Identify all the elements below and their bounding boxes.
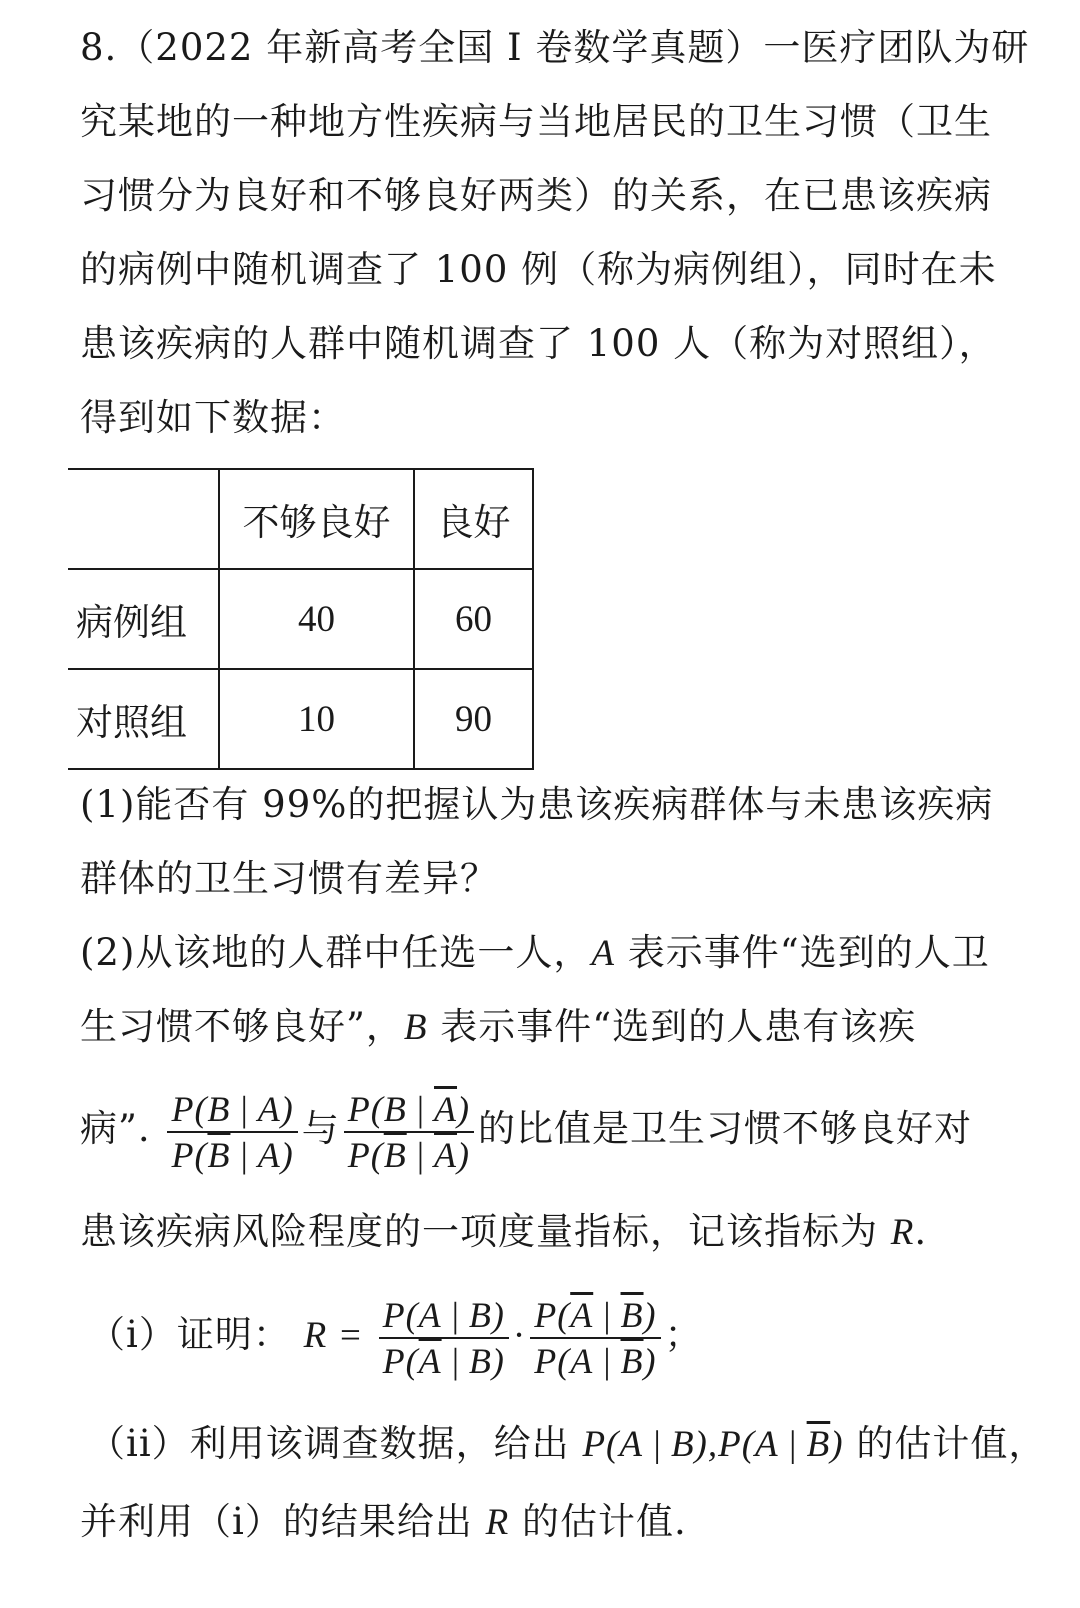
problem-line-4: 的病例中随机调查了 100 例（称为病例组），同时在未: [80, 248, 997, 291]
part2-text: 表示事件“选到的人患有该疾: [427, 1005, 917, 1048]
table-cell: 10: [219, 669, 414, 769]
r-fraction-1: $\frac{P(A | B)}{P(\overline{A} | B)}$: [379, 1295, 509, 1381]
part2-text: 与: [301, 1107, 340, 1150]
formula-estimates: P(A | B),P(A | $\overline{B}$): [582, 1424, 844, 1465]
table-cell: 90: [414, 669, 533, 769]
table-row-label: 病例组: [68, 569, 219, 669]
var-b: B: [403, 1007, 428, 1048]
var-a: A: [591, 933, 616, 974]
sub-ii-text: 的估计值，: [843, 1422, 1047, 1465]
part1-line-2: 群体的卫生习惯有差异？: [80, 857, 498, 900]
var-r: R: [890, 1212, 915, 1253]
part2-line-4: [80, 1210, 927, 1255]
part2-line-1: [80, 931, 990, 976]
problem-line-6: 得到如下数据：: [80, 396, 346, 439]
part2-line-2: [80, 1005, 916, 1050]
problem-line-5: 患该疾病的人群中随机调查了 100 人（称为对照组），: [80, 322, 997, 365]
part2-text: (2)从该地的人群中任选一人，: [80, 931, 592, 974]
table-cell: 60: [414, 569, 533, 669]
problem-line-2: 究某地的一种地方性疾病与当地居民的卫生习惯（卫生: [80, 100, 992, 143]
r-fraction-2: $\frac{P(\overline{A} | \overline{B})}{P(A | \overline{B})}$: [530, 1295, 660, 1381]
problem-line-1: 8.（2022 年新高考全国 I 卷数学真题）一医疗团队为研: [80, 26, 1030, 69]
table-cell: 40: [219, 569, 414, 669]
sub-ii-text: 的估计值.: [509, 1500, 687, 1543]
table-header-row: [68, 469, 533, 569]
data-table: [68, 468, 534, 770]
table-row: [68, 669, 533, 769]
part2-text: 表示事件“选到的人卫: [615, 931, 990, 974]
part2-text: 生习惯不够良好”，: [80, 1005, 404, 1048]
table-header-cell: 不够良好: [219, 469, 414, 569]
part1-line-1: (1)能否有 99%的把握认为患该疾病群体与未患该疾病: [80, 783, 994, 826]
part2-text: .: [914, 1210, 928, 1253]
part2-text: 的比值是卫生习惯不够良好对: [478, 1107, 973, 1150]
sub-ii-line-2: [80, 1500, 687, 1545]
table-row-label: 对照组: [68, 669, 219, 769]
formula-r: R: [303, 1315, 328, 1356]
problem-line-3: 习惯分为良好和不够良好两类）的关系，在已患该疾病: [80, 174, 992, 217]
ratio-fraction-2: $\frac{P(B | \overline{A})}{P(\overline{B} | \overline{A})}$: [344, 1089, 474, 1175]
var-r: R: [485, 1502, 510, 1543]
sub-ii-line-1: [88, 1422, 1046, 1467]
table-row: [68, 569, 533, 669]
table-corner-cell: [68, 469, 219, 569]
sub-ii-text: 并利用（i）的结果给出: [80, 1500, 486, 1543]
sub-i-tail: ；: [664, 1313, 703, 1356]
sub-i-label: （i）证明：: [88, 1313, 291, 1356]
part2-text: 病”.: [80, 1107, 151, 1150]
part2-line-3: [80, 1084, 972, 1175]
sub-ii-text: （ii）利用该调查数据，给出: [88, 1422, 583, 1465]
sub-i-line: （i）证明： R = $\frac{P(A | B)}{P(\overline{A} | B)}$ · $\frac{P(\overline{A} | \overline{B})}{P(A | \overline{B})}$ ；: [88, 1294, 703, 1381]
table-header-cell: 良好: [414, 469, 533, 569]
part2-text: 患该疾病风险程度的一项度量指标，记该指标为: [80, 1210, 891, 1253]
ratio-fraction-1: $\frac{P(B | A)}{P(\overline{B} | A)}$: [167, 1089, 297, 1175]
